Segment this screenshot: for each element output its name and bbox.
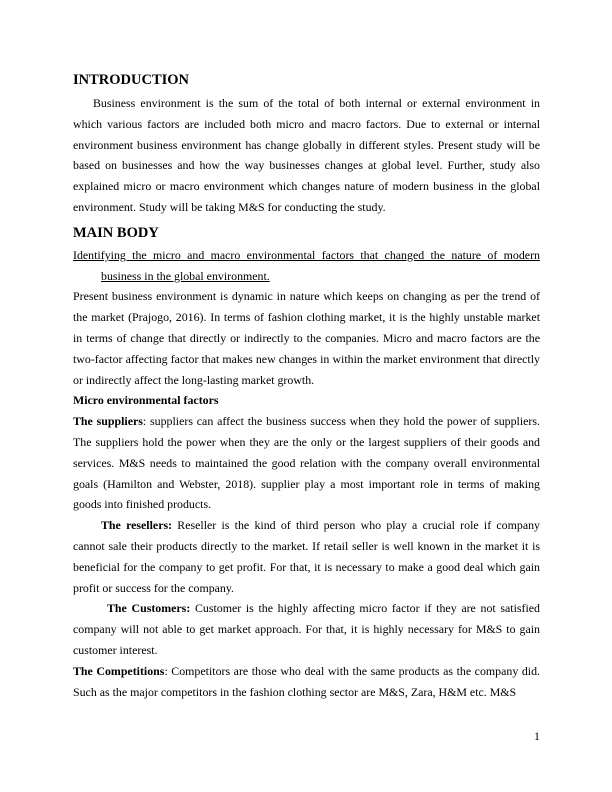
main-body-heading: MAIN BODY: [73, 224, 159, 241]
suppliers-text: : suppliers can affect the business success when they hold the power of suppliers. The suppliers hold the power when they are the only or the largest suppliers of their goods and services. M&S needs to maintained the good relation with the company overall environmental goals (Hamilton and Webster, 2018). supplier play a most important role in terms of making goods into finished products.: [73, 414, 540, 512]
main-body-paragraph: Present business environment is dynamic in nature which keeps on changing as per the trend of the market (Prajogo, 2016). In terms of fashion clothing market, it is the highly unstable market in terms of change that directly or indirectly to the companies. Micro and macro factors are the two-factor affecting factor that makes new changes in within the market environment that directly or indirectly affect the long-lasting market growth.: [73, 289, 540, 387]
introduction-heading: INTRODUCTION: [73, 72, 190, 88]
customers-label: The Customers:: [107, 601, 191, 616]
customers-text: Customer is the highly affecting micro factor if they are not satisfied company will not able to get market approach. For that, it is highly necessary for M&S to gain customer interest.: [73, 601, 540, 657]
section-subheading: Identifying the micro and macro environmental factors that changed the nature of modern business in the global environment.: [73, 247, 540, 283]
customers-paragraph: [73, 598, 540, 660]
page-number: 1: [534, 729, 540, 743]
competitions-label: The Competitions: [73, 663, 165, 678]
competitions-paragraph: [73, 661, 540, 703]
suppliers-label: The suppliers: [73, 414, 143, 429]
resellers-text: Reseller is the kind of third person who play a crucial role if company cannot sale their products directly to the market. If retail seller is well known in the market it is beneficial for the company to get profit. For that, it is necessary to make a good deal which gain profit or success for the company.: [73, 518, 540, 595]
page-content: [73, 70, 540, 702]
resellers-label: The resellers:: [101, 518, 173, 533]
introduction-paragraph: Business environment is the sum of the total of both internal or external environment in which various factors are included both micro and macro factors. Due to external or internal environment business environment has change globally in different styles. Present study will be based on businesses and how the way businesses changes at global level. Further, study also explained micro or macro environment which changes nature of modern business in the global environment. Study will be taking M&S for conducting the study.: [73, 96, 540, 214]
resellers-paragraph: [73, 515, 540, 598]
micro-factors-heading: Micro environmental factors: [73, 393, 219, 408]
competitions-text: : Competitors are those who deal with the same products as the company did. Such as the major competitors in the fashion clothing sector are M&S, Zara, H&M etc. M&S: [73, 663, 540, 699]
suppliers-paragraph: [73, 411, 540, 515]
